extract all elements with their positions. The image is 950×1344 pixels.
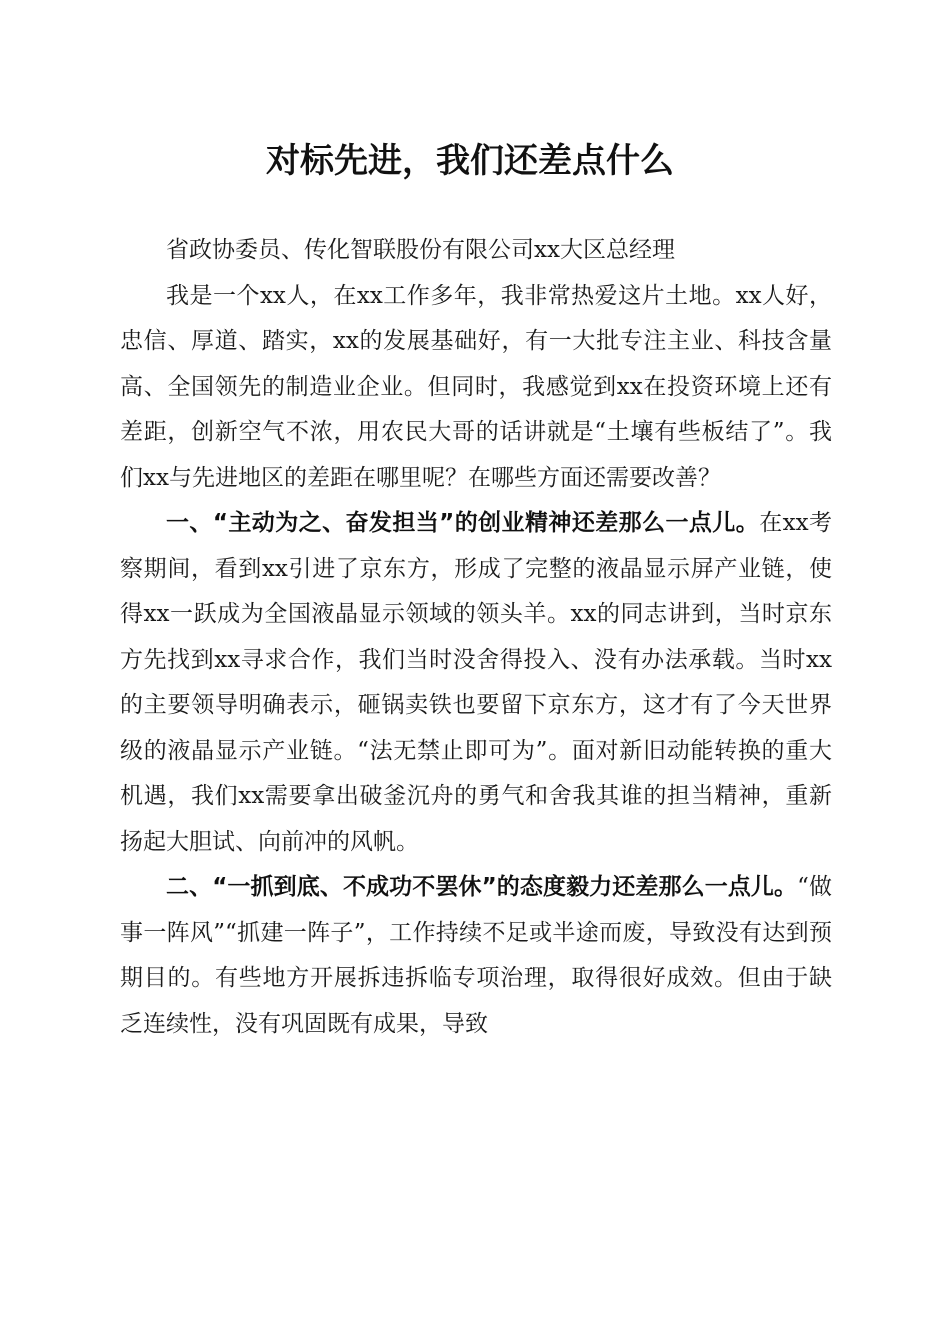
section-1-text: 在xx考察期间，看到xx引进了京东方，形成了完整的液晶显示屏产业链，使得xx一跃成为全国液晶显示领域的领头羊。xx的同志讲到，当时京东方先找到xx寻求合作，我们当时没舍得投入、没有办法承载。当时xx的主要领导明确表示，砸锅卖铁也要留下京东方，这才有了今天世界级的液晶显示产业链。“法无禁止即可为”。面对新旧动能转换的重大机遇，我们xx需要拿出破釜沉舟的勇气和舍我其谁的担当精神，重新扬起大胆试、向前冲的风帆。: [120, 510, 832, 855]
document-body: [120, 228, 832, 1047]
section-2-heading: 二、“一抓到底、不成功不罢休”的态度毅力还差那么一点儿。: [166, 874, 798, 900]
section-2-paragraph: [120, 865, 832, 1047]
intro-paragraph: 我是一个xx人，在xx工作多年，我非常热爱这片土地。xx人好，忠信、厚道、踏实，xx的发展基础好，有一大批专注主业、科技含量高、全国领先的制造业企业。但同时，我感觉到xx在投资环境上还有差距，创新空气不浓，用农民大哥的话讲就是“土壤有些板结了”。我们xx与先进地区的差距在哪里呢？在哪些方面还需要改善？: [120, 282, 832, 491]
document-title: 对标先进，我们还差点什么: [266, 141, 674, 181]
author-line: 省政协委员、传化智联股份有限公司xx大区总经理: [166, 237, 675, 263]
section-1-paragraph: [120, 501, 832, 865]
section-2-text: “做事一阵风”“抓建一阵子”，工作持续不足或半途而废，导致没有达到预期目的。有些地方开展拆违拆临专项治理，取得很好成效。但由于缺乏连续性，没有巩固既有成果，导致: [120, 874, 833, 1037]
section-1-heading: 一、“主动为之、奋发担当”的创业精神还差那么一点儿。: [166, 510, 760, 536]
